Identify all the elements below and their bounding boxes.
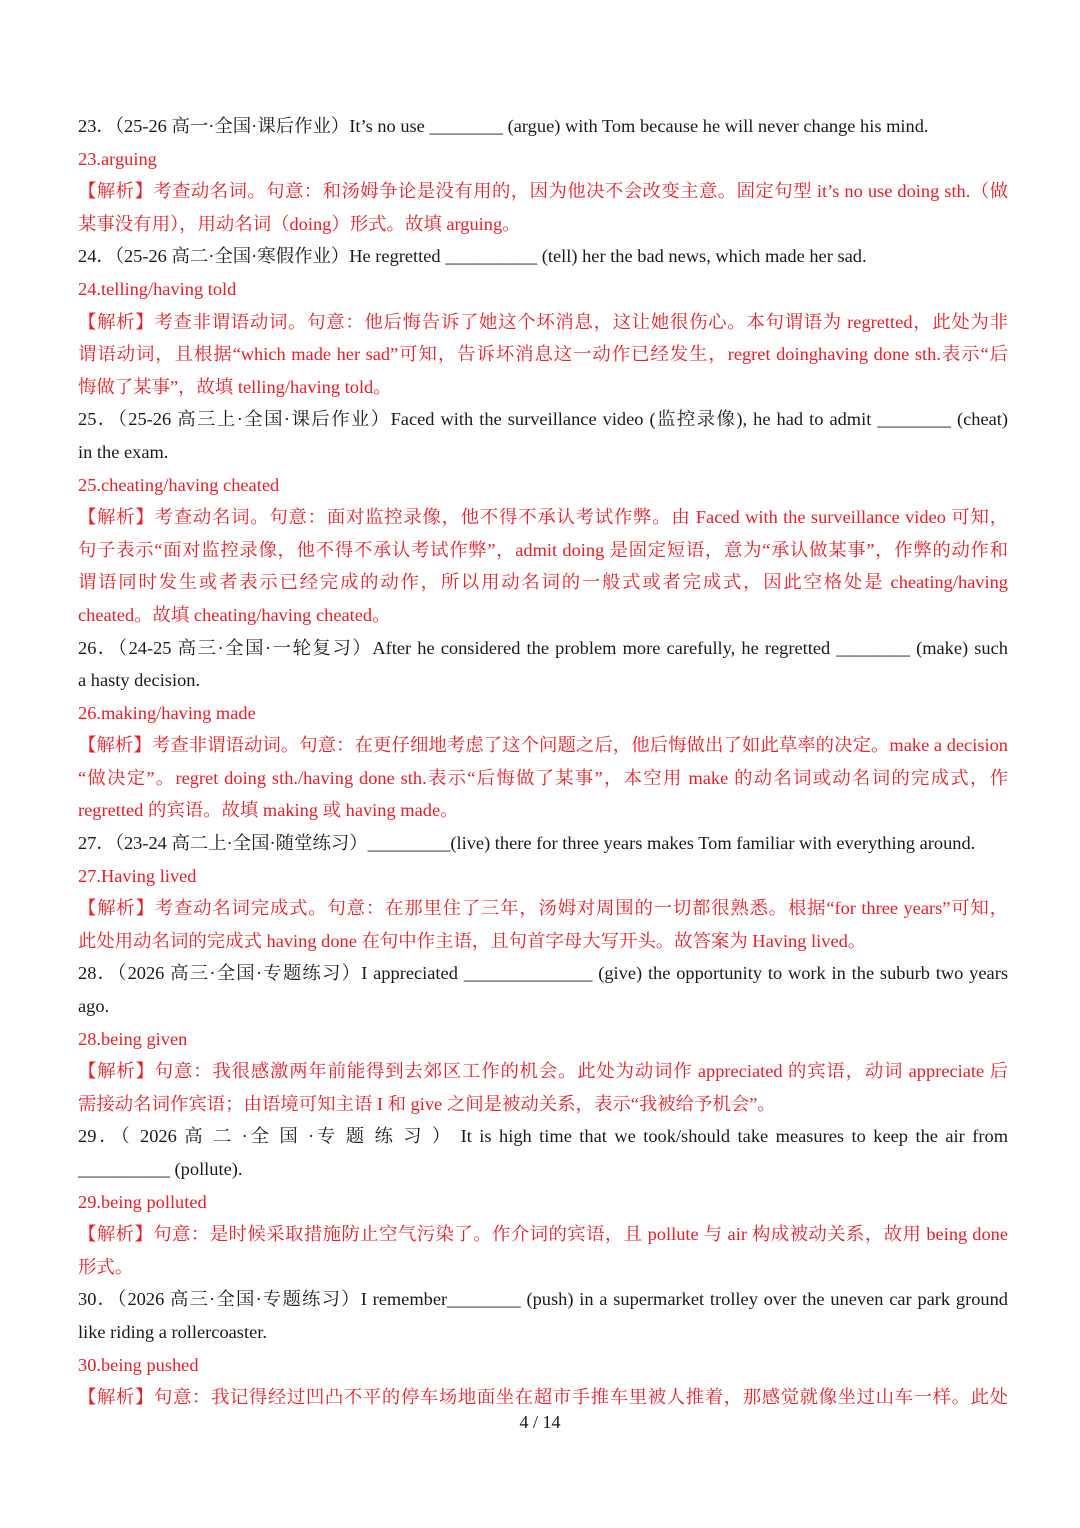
question-line: 29．（ 2026 高 二 ·全 国 ·专 题 练 习 ） It is high time that we took/should take measures to keep the air from [78, 1126, 1008, 1147]
question-line: a hasty decision. [78, 670, 201, 691]
question-line: 23．（25-26 高一·全国·课后作业）It’s no use ________ (argue) with Tom because he will never change his mind. [78, 116, 929, 136]
answer-line: 需接动名词作宾语；由语境可知主语 I 和 give 之间是被动关系，表示“我被给予机会”。 [78, 1093, 776, 1114]
answer-line: 27.Having lived [78, 865, 197, 886]
answer-line: 24.telling/having told [78, 278, 237, 299]
answer-line: 【解析】考查非谓语动词。句意：他后悔告诉了她这个坏消息，这让她很伤心。本句谓语为 regretted，此处为非 [78, 311, 1008, 332]
answer-line: 某事没有用），用动名词（doing）形式。故填 arguing。 [78, 213, 521, 234]
question-line: 27．（23-24 高二上·全国·随堂练习）_________(live) there for three years makes Tom familiar with everything around. [78, 833, 976, 854]
document-body [78, 110, 1008, 1414]
question-line: 24．（25-26 高二·全国·寒假作业）He regretted __________ (tell) her the bad news, which made her sad. [78, 246, 867, 267]
question-line: 30．（2026 高三·全国·专题练习）I remember________ (push) in a supermarket trolley over the uneven car park ground [78, 1289, 1008, 1310]
answer-line: 谓语同时发生或者表示已经完成的动作，所以用动名词的一般式或者完成式，因此空格处是 cheating/having [78, 572, 1008, 593]
answer-line: regretted 的宾语。故填 making 或 having made。 [78, 800, 459, 821]
answer-line: 悔做了某事”，故填 telling/having told。 [78, 376, 392, 397]
answer-line: 29.being polluted [78, 1191, 207, 1212]
question-line: in the exam. [78, 441, 169, 462]
answer-line: 23.arguing [78, 148, 157, 169]
answer-line: 【解析】考查动名词完成式。句意：在那里住了三年，汤姆对周围的一切都很熟悉。根据“for three years”可知， [78, 898, 1008, 919]
answer-line: 此处用动名词的完成式 having done 在句中作主语，且句首字母大写开头。故答案为 Having lived。 [78, 930, 867, 951]
answer-line: 【解析】考查动名词。句意：和汤姆争论是没有用的，因为他决不会改变主意。固定句型 it’s no use doing sth.（做 [78, 181, 1008, 202]
page-number: 4 / 14 [519, 1412, 561, 1432]
answer-line: 【解析】句意：我记得经过凹凸不平的停车场地面坐在超市手推车里被人推着，那感觉就像坐过山车一样。此处 [78, 1387, 1008, 1408]
question-line: 26．（24-25 高三·全国·一轮复习）After he considered the problem more carefully, he regretted ________ (make) such [78, 637, 1008, 658]
question-line: 28．（2026 高三·全国·专题练习）I appreciated ______________ (give) the opportunity to work in the suburb two years [78, 963, 1008, 984]
answer-line: 句子表示“面对监控录像，他不得不承认考试作弊”，admit doing 是固定短语，意为“承认做某事”，作弊的动作和 [78, 539, 1008, 560]
answer-line: 形式。 [78, 1256, 134, 1277]
answer-line: 谓语动词，且根据“which made her sad”可知，告诉坏消息这一动作已经发生，regret doinghaving done sth.表示“后 [78, 344, 1008, 365]
answer-line: 【解析】句意：是时候采取措施防止空气污染了。作介词的宾语，且 pollute 与 air 构成被动关系，故用 being done [78, 1224, 1008, 1245]
question-line: ago. [78, 996, 110, 1017]
answer-line: 【解析】考查动名词。句意：面对监控录像，他不得不承认考试作弊。由 Faced with the surveillance video 可知， [78, 507, 1008, 528]
question-line: 25．（25-26 高三上·全国·课后作业）Faced with the surveillance video (监控录像), he had to admit ________ (cheat) [78, 409, 1008, 430]
answer-line: “做决定”。regret doing sth./having done sth.表示“后悔做了某事”，本空用 make 的动名词或动名词的完成式，作 [78, 767, 1008, 788]
answer-line: 【解析】考查非谓语动词。句意：在更仔细地考虑了这个问题之后，他后悔做出了如此草率的决定。make a decision [78, 735, 1008, 756]
answer-line: cheated。故填 cheating/having cheated。 [78, 604, 391, 625]
question-line: like riding a rollercoaster. [78, 1321, 267, 1342]
answer-line: 26.making/having made [78, 702, 256, 723]
answer-line: 【解析】句意：我很感激两年前能得到去郊区工作的机会。此处为动词作 appreciated 的宾语，动词 appreciate 后 [78, 1061, 1008, 1082]
answer-line: 30.being pushed [78, 1354, 199, 1375]
answer-line: 28.being given [78, 1028, 188, 1049]
question-line: __________ (pollute). [78, 1159, 243, 1179]
answer-line: 25.cheating/having cheated [78, 474, 280, 495]
